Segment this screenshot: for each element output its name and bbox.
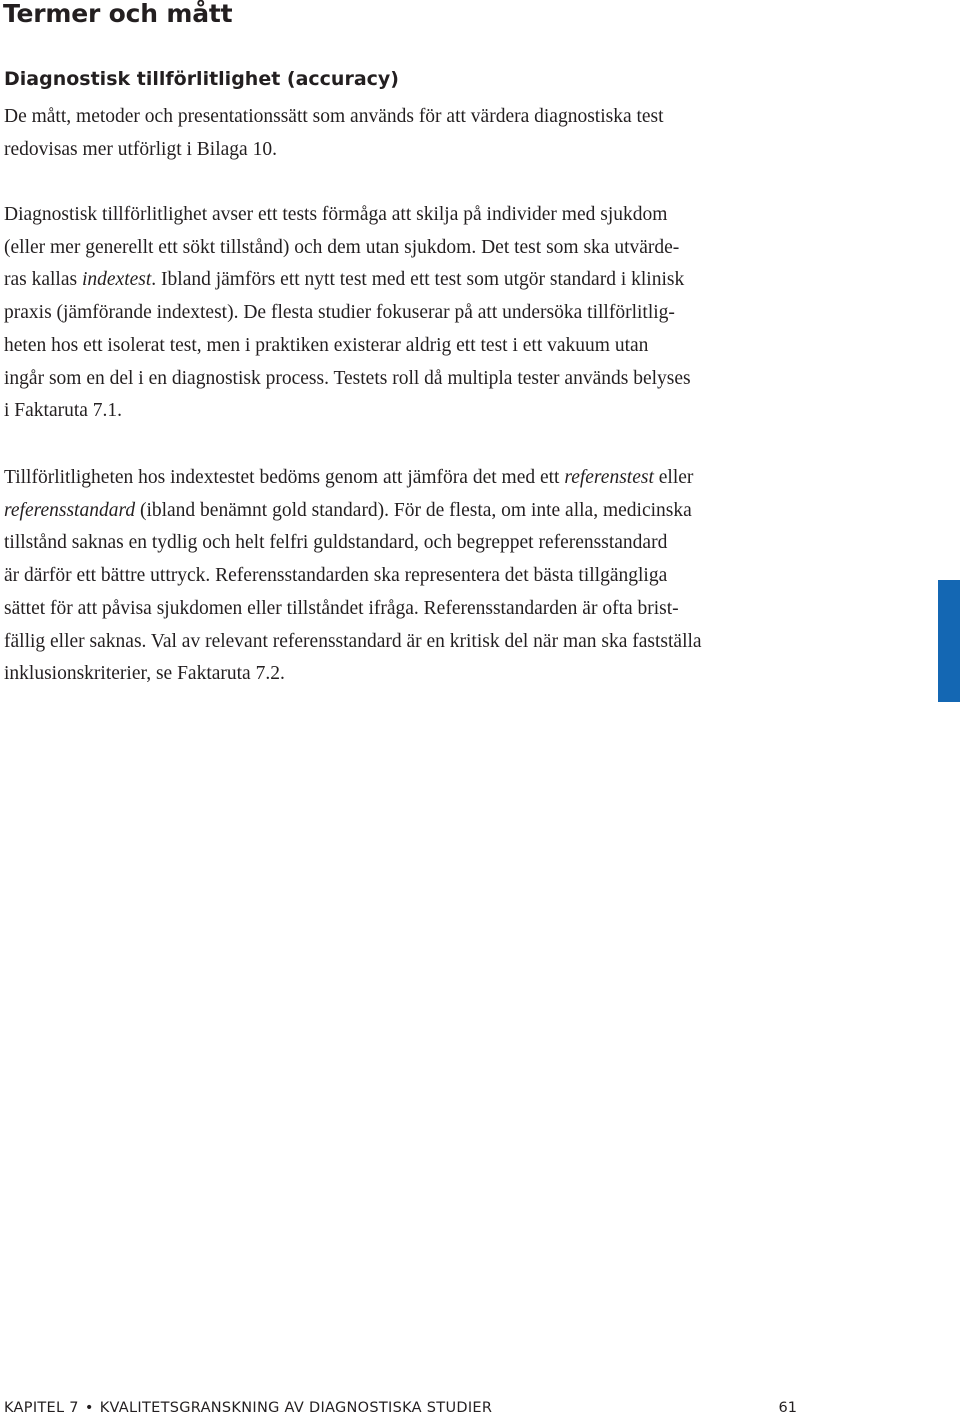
bullet-separator-icon: •	[84, 1400, 94, 1416]
reference-paragraph	[4, 462, 702, 691]
text-line	[4, 462, 702, 495]
text-line	[4, 495, 702, 528]
text-line: inklusionskriterier, se Faktaruta 7.2.	[4, 663, 285, 685]
text-line	[4, 264, 691, 297]
section-heading: Diagnostisk tillförlitlighet (accuracy)	[4, 68, 399, 90]
italic-term: referenstest	[564, 467, 654, 488]
running-footer	[4, 1398, 492, 1418]
italic-term: referensstandard	[4, 499, 136, 521]
page-title: Termer och mått	[3, 0, 233, 28]
definition-paragraph	[4, 199, 691, 428]
italic-term: indextest	[81, 269, 152, 291]
page-number: 61	[778, 1400, 797, 1416]
text-line: De mått, metoder och presentationssätt som används för att värdera diagnostiska test	[4, 106, 664, 127]
text-line: praxis (jämförande indextest). De flesta studier fokuserar på att undersöka tillförlitlig-	[4, 302, 675, 324]
text-span: . Ibland jämförs ett nytt test med ett test som utgör standard i klinisk	[151, 269, 685, 291]
text-span: eller	[653, 467, 694, 488]
intro-paragraph	[4, 101, 664, 166]
chapter-tab-marker	[938, 580, 960, 702]
text-span: Tillförlitligheten hos indextestet bedöms genom att jämföra det med ett	[4, 467, 565, 488]
text-line: Diagnostisk tillförlitlighet avser ett tests förmåga att skilja på individer med sjukdom	[4, 204, 668, 225]
text-line: tillstånd saknas en tydlig och helt felfri guldstandard, och begreppet referensstandard	[4, 532, 668, 554]
page-footer	[4, 1398, 797, 1418]
text-line: sättet för att påvisa sjukdomen eller tillståndet ifråga. Referensstandarden är ofta brist-	[4, 597, 679, 619]
text-line: redovisas mer utförligt i Bilaga 10.	[4, 138, 277, 160]
footer-chapter-title: KVALITETSGRANSKNING AV DIAGNOSTISKA STUDIER	[99, 1400, 493, 1416]
text-span: (ibland benämnt gold standard). För de flesta, om inte alla, medicinska	[135, 499, 692, 521]
text-line: ingår som en del i en diagnostisk process. Testets roll då multipla tester används belyses	[4, 367, 691, 389]
text-span: ras kallas	[4, 269, 82, 291]
text-line: är därför ett bättre uttryck. Referensstandarden ska representera det bästa tillgängliga	[4, 565, 668, 587]
text-line: fällig eller saknas. Val av relevant referensstandard är en kritisk del när man ska fastställa	[4, 630, 702, 652]
footer-chapter: KAPITEL 7	[4, 1400, 79, 1416]
text-line: (eller mer generellt ett sökt tillstånd) och dem utan sjukdom. Det test som ska utvärde-	[4, 236, 680, 258]
text-line: i Faktaruta 7.1.	[4, 400, 123, 422]
text-line: heten hos ett isolerat test, men i praktiken existerar aldrig ett test i ett vakuum utan	[4, 334, 649, 356]
